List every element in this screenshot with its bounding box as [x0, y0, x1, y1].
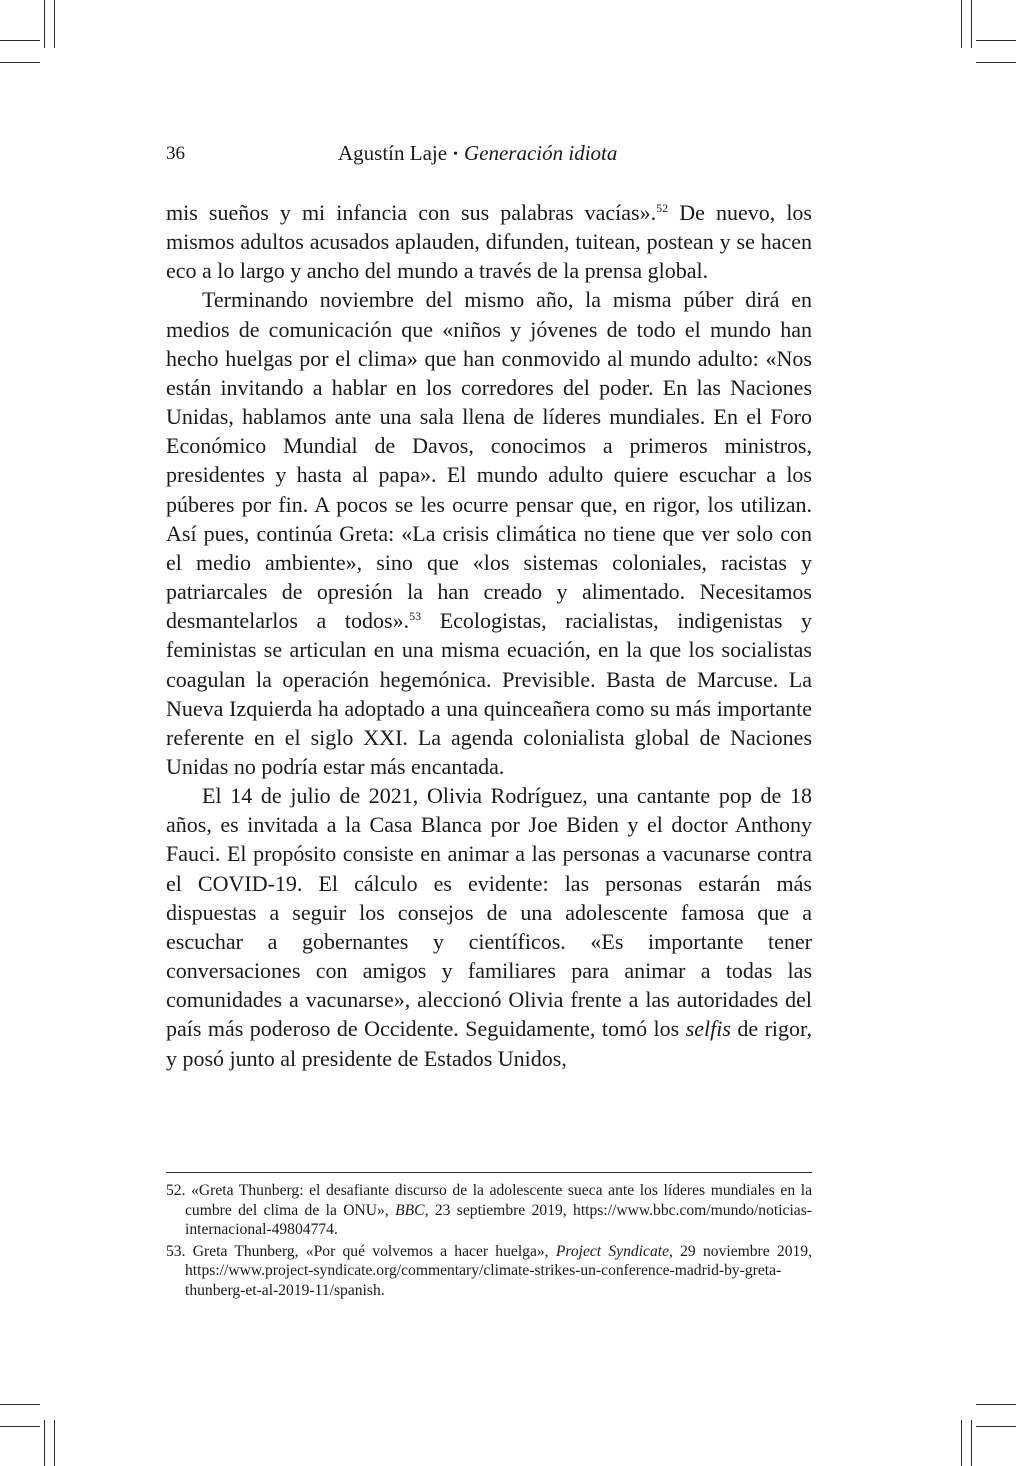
- running-head-book-title: Generación idiota: [463, 141, 618, 165]
- paragraph: [166, 781, 812, 1073]
- paragraph-text: De nuevo, los mismos adultos acusados aplauden, difunden, tuitean, postean y se hacen eco a lo largo y ancho del mundo a través de la prensa global.: [166, 200, 812, 284]
- footnotes: [166, 1181, 812, 1302]
- footnote-rule: [166, 1172, 812, 1173]
- footnote-53: [166, 1242, 812, 1301]
- body-text: [166, 198, 812, 1073]
- crop-mark: [961, 0, 962, 48]
- footnote-source: Project Syndicate: [555, 1242, 669, 1260]
- footnote-text: , 23 septiembre 2019, https://www.bbc.com/mundo/noticias-internacional-49804774.: [185, 1201, 812, 1238]
- footnote-number: 52.: [166, 1182, 186, 1199]
- emphasis-text: selfis: [685, 1016, 731, 1042]
- footnote-number: 53.: [166, 1242, 186, 1260]
- crop-mark: [961, 1420, 962, 1466]
- crop-mark: [971, 0, 972, 48]
- crop-mark: [54, 0, 55, 48]
- paragraph-text: Terminando noviembre del mismo año, la misma púber dirá en medios de comunicación que «niños y jóvenes de todo el mundo han hecho huelgas por el clima» que han conmovido al mundo adulto: «Nos están invitando a hablar en los corredores del poder. En las Naciones Unidas, hablamos ante una sala llena de líderes mundiales. En el Foro Económico Mundial de Davos, conocimos a primeros ministros, presidentes y hasta al papa». El mundo adulto quiere escuchar a los púberes por fin. A pocos se les ocurre pensar que, en rigor, los utilizan. Así pues, continúa Greta: «La crisis climática no tiene que ver solo con el medio ambiente», sino que «los sistemas coloniales, racistas y patriarcales de opresión la han creado y alimentado. Necesitamos desmantelarlos a todos».: [166, 287, 812, 634]
- footnote-source: BBC: [395, 1201, 425, 1219]
- crop-mark: [0, 1426, 40, 1427]
- paragraph-text: Ecologistas, racialistas, indigenistas y feministas se articulan en una misma ecuación, en la que los socialistas coagulan la operación hegemónica. Previsible. Basta de Marcuse. La Nueva Izquierda ha adoptado a una quinceañera como su más importante referente en el siglo XXI. La agenda colonialista global de Naciones Unidas no podría estar más encantada.: [166, 608, 812, 779]
- paragraph-text: El 14 de julio de 2021, Olivia Rodríguez, una cantante pop de 18 años, es invitada a la Casa Blanca por Joe Biden y el doctor Anthony Fauci. El propósito consiste en animar a las personas a vacunarse contra el COVID-19. El cálculo es evidente: las personas estarán más dispuestas a seguir los consejos de una adolescente famosa que a escuchar a gobernantes y científicos. «Es importante tener conversaciones con amigos y familiares para animar a todas las comunidades a vacunarse», aleccionó Olivia frente a las autoridades del país más poderoso de Occidente. Seguidamente, tomó los: [166, 783, 812, 1042]
- crop-mark: [44, 1420, 45, 1466]
- paragraph: [166, 285, 812, 781]
- crop-mark: [0, 1404, 40, 1405]
- crop-mark: [976, 1404, 1016, 1405]
- crop-mark: [0, 40, 40, 41]
- paragraph-text: de rigor, y posó junto al presidente de Estados Unidos,: [166, 1016, 812, 1071]
- footnote-text: , 29 noviembre 2019, https://www.project-syndicate.org/commentary/climate-strikes-un-conference-madrid-by-greta-thunberg-et-al-2019-11/spanish.: [185, 1242, 812, 1299]
- running-head-author: Agustín Laje: [338, 141, 448, 165]
- footnote-52: [166, 1181, 812, 1240]
- crop-mark: [44, 0, 45, 48]
- crop-mark: [0, 62, 40, 63]
- page-number: 36: [166, 143, 185, 164]
- crop-mark: [971, 1420, 972, 1466]
- running-head-separator: •: [453, 147, 458, 162]
- running-head: [338, 141, 617, 166]
- crop-mark: [976, 40, 1016, 41]
- crop-mark: [976, 1426, 1016, 1427]
- footnote-text: «Greta Thunberg: el desafiante discurso de la adolescente sueca ante los líderes mundiales en la cumbre del clima de la ONU»,: [185, 1182, 812, 1219]
- footnote-reference-52: 52: [656, 201, 669, 215]
- crop-mark: [976, 62, 1016, 63]
- footnote-reference-53: 53: [409, 609, 422, 624]
- paragraph-text: mis sueños y mi infancia con sus palabras vacías».: [166, 200, 657, 225]
- crop-mark: [54, 1420, 55, 1466]
- footnote-text: Greta Thunberg, «Por qué volvemos a hacer huelga»,: [185, 1242, 556, 1260]
- paragraph: [166, 198, 812, 285]
